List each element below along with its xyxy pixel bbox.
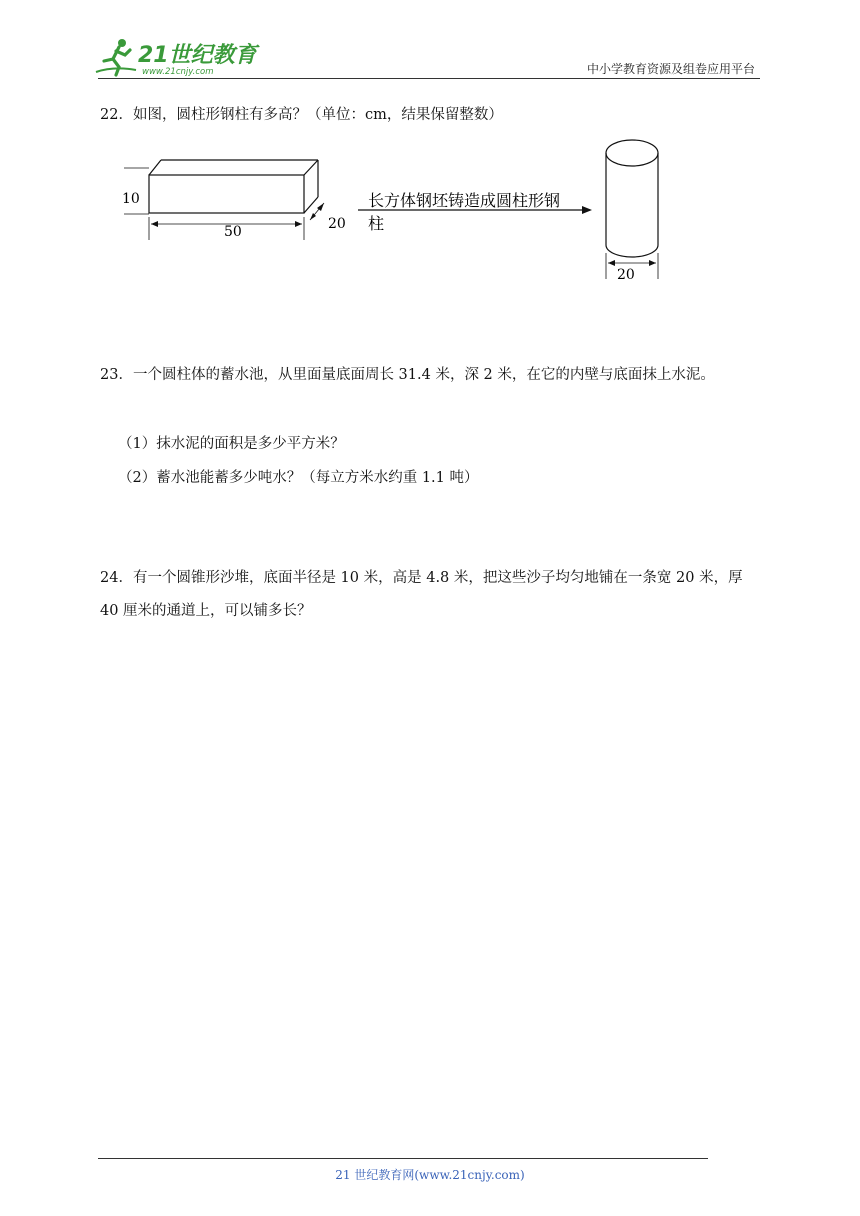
cylinder-diagram	[606, 140, 658, 279]
question-22: 22．如图，圆柱形钢柱有多高？（单位：cm，结果保留整数）	[100, 107, 503, 123]
logo-url-text: www.21cnjy.com	[142, 67, 214, 77]
question-24: 24．有一个圆锥形沙堆，底面半径是 10 米，高是 4.8 米，把这些沙子均匀地铺在一条宽 20 米，厚 40 厘米的通道上，可以铺多长？	[100, 570, 743, 619]
logo-text: 21世纪教育	[138, 43, 257, 68]
q22-figure	[110, 135, 680, 295]
header-divider	[98, 78, 760, 79]
question-23: 23．一个圆柱体的蓄水池，从里面量底面周长 31.4 米，深 2 米，在它的内壁与底面抹上水泥。	[100, 367, 715, 383]
site-logo	[92, 34, 262, 80]
arrow-caption-line2: 柱	[368, 214, 385, 233]
arrow-caption-line1: 长方体钢坯铸造成圆柱形钢	[368, 191, 561, 210]
cuboid-width-label: 20	[328, 216, 346, 232]
cuboid-length-label: 50	[224, 224, 242, 240]
cylinder-diameter-label: 20	[617, 267, 635, 283]
footer-divider	[98, 1158, 708, 1159]
footer-site-text: 21 世纪教育网(www.21cnjy.com)	[335, 1168, 525, 1182]
cuboid-height-label: 10	[122, 191, 140, 207]
runner-icon	[96, 39, 136, 75]
question-23-part-2: （2）蓄水池能蓄多少吨水？（每立方米水约重 1.1 吨）	[118, 470, 479, 486]
question-23-part-1: （1）抹水泥的面积是多少平方米？	[118, 436, 345, 452]
header-platform-text: 中小学教育资源及组卷应用平台	[586, 62, 755, 76]
